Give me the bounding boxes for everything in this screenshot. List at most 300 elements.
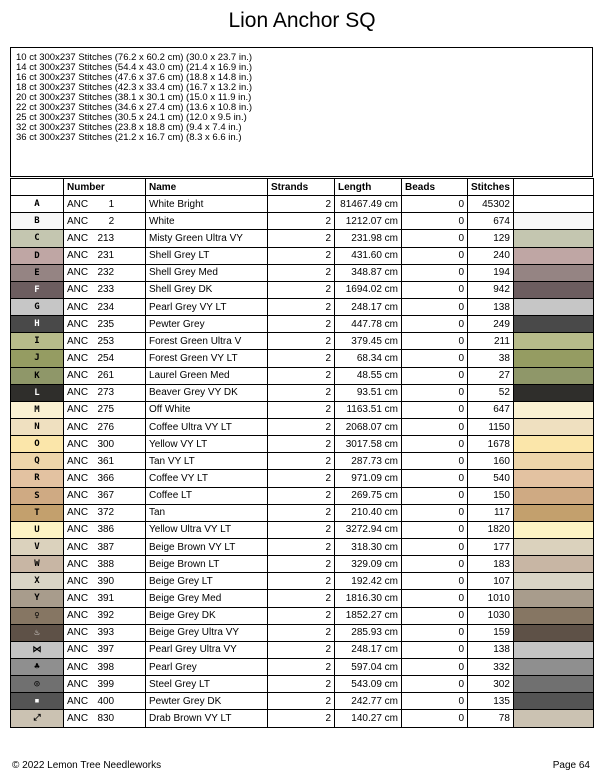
- number-cell: [64, 367, 146, 384]
- color-swatch: [513, 436, 593, 453]
- stitches-cell: 78: [468, 710, 514, 727]
- floss-number: 235: [97, 318, 115, 330]
- strands-cell: 2: [268, 418, 335, 435]
- fabric-size-line: 32 ct 300x237 Stitches (23.8 x 18.8 cm) (9.4 x 7.4 in.): [16, 122, 242, 133]
- name-cell: Tan VY LT: [146, 453, 268, 470]
- number-cell: [64, 504, 146, 521]
- strands-cell: 2: [268, 693, 335, 710]
- number-cell: [64, 453, 146, 470]
- table-row: [11, 641, 594, 658]
- strands-cell: 2: [268, 658, 335, 675]
- beads-cell: 0: [402, 401, 468, 418]
- name-cell: Beaver Grey VY DK: [146, 384, 268, 401]
- table-row: [11, 401, 594, 418]
- brand-label: ANC: [67, 627, 89, 639]
- length-cell: 242.77 cm: [335, 693, 402, 710]
- name-cell: Drab Brown VY LT: [146, 710, 268, 727]
- beads-cell: 0: [402, 196, 468, 213]
- name-cell: Shell Grey DK: [146, 281, 268, 298]
- fabric-size-line: 10 ct 300x237 Stitches (76.2 x 60.2 cm) (30.0 x 23.7 in.): [16, 52, 253, 63]
- stitches-cell: 135: [468, 693, 514, 710]
- table-row: [11, 573, 594, 590]
- fabric-size-line: 18 ct 300x237 Stitches (42.3 x 33.4 cm) (16.7 x 13.2 in.): [16, 82, 253, 93]
- color-swatch: [513, 470, 593, 487]
- color-swatch: [513, 624, 593, 641]
- strands-cell: 2: [268, 710, 335, 727]
- symbol-cell: V: [11, 538, 64, 555]
- length-cell: 329.09 cm: [335, 556, 402, 573]
- brand-label: ANC: [67, 558, 89, 570]
- length-cell: 597.04 cm: [335, 658, 402, 675]
- fabric-size-line: 20 ct 300x237 Stitches (38.1 x 30.1 cm) (15.0 x 11.9 in.): [16, 92, 252, 103]
- name-cell: Tan: [146, 504, 268, 521]
- floss-number: 231: [97, 250, 115, 262]
- symbol-cell: M: [11, 401, 64, 418]
- strands-cell: 2: [268, 470, 335, 487]
- brand-label: ANC: [67, 198, 89, 210]
- number-cell: [64, 658, 146, 675]
- floss-number: 367: [97, 490, 115, 502]
- length-cell: 1212.07 cm: [335, 213, 402, 230]
- symbol-cell: ♨: [11, 624, 64, 641]
- brand-label: ANC: [67, 524, 89, 536]
- strands-cell: 2: [268, 624, 335, 641]
- strands-cell: 2: [268, 641, 335, 658]
- table-row: [11, 676, 594, 693]
- color-swatch: [513, 538, 593, 555]
- table-row: [11, 213, 594, 230]
- color-swatch: [513, 350, 593, 367]
- number-cell: [64, 436, 146, 453]
- length-cell: 210.40 cm: [335, 504, 402, 521]
- length-cell: 447.78 cm: [335, 316, 402, 333]
- stitches-cell: 52: [468, 384, 514, 401]
- beads-cell: 0: [402, 350, 468, 367]
- color-swatch: [513, 230, 593, 247]
- name-cell: Laurel Green Med: [146, 367, 268, 384]
- copyright: © 2022 Lemon Tree Needleworks: [12, 760, 162, 771]
- stitches-cell: 302: [468, 676, 514, 693]
- brand-label: ANC: [67, 695, 89, 707]
- brand-label: ANC: [67, 610, 89, 622]
- strands-cell: 2: [268, 333, 335, 350]
- length-cell: 287.73 cm: [335, 453, 402, 470]
- number-cell: [64, 281, 146, 298]
- beads-cell: 0: [402, 487, 468, 504]
- name-cell: Yellow VY LT: [146, 436, 268, 453]
- stitches-cell: 177: [468, 538, 514, 555]
- name-cell: Beige Grey Ultra VY: [146, 624, 268, 641]
- floss-number: 300: [97, 438, 115, 450]
- floss-number: 232: [97, 267, 115, 279]
- brand-label: ANC: [67, 575, 89, 587]
- number-cell: [64, 247, 146, 264]
- table-row: [11, 470, 594, 487]
- number-cell: [64, 538, 146, 555]
- beads-cell: 0: [402, 641, 468, 658]
- beads-cell: 0: [402, 453, 468, 470]
- symbol-cell: ▪: [11, 693, 64, 710]
- stitches-cell: 38: [468, 350, 514, 367]
- symbol-cell: U: [11, 521, 64, 538]
- brand-label: ANC: [67, 387, 89, 399]
- color-swatch: [513, 281, 593, 298]
- table-row: [11, 298, 594, 315]
- color-swatch: [513, 264, 593, 281]
- floss-number: 361: [97, 455, 115, 467]
- length-cell: 971.09 cm: [335, 470, 402, 487]
- symbol-cell: A: [11, 196, 64, 213]
- table-row: [11, 350, 594, 367]
- name-cell: White Bright: [146, 196, 268, 213]
- length-cell: 2068.07 cm: [335, 418, 402, 435]
- name-cell: Coffee LT: [146, 487, 268, 504]
- length-cell: 140.27 cm: [335, 710, 402, 727]
- name-cell: Beige Brown LT: [146, 556, 268, 573]
- brand-label: ANC: [67, 318, 89, 330]
- strands-cell: 2: [268, 487, 335, 504]
- number-cell: [64, 556, 146, 573]
- color-swatch: [513, 453, 593, 470]
- floss-number: 390: [97, 575, 115, 587]
- stitches-cell: 1030: [468, 607, 514, 624]
- length-cell: 81467.49 cm: [335, 196, 402, 213]
- name-cell: Pearl Grey: [146, 658, 268, 675]
- floss-number: 372: [97, 507, 115, 519]
- stitches-cell: 150: [468, 487, 514, 504]
- floss-number: 830: [97, 712, 115, 724]
- symbol-cell: O: [11, 436, 64, 453]
- header-color: [513, 179, 593, 196]
- stitches-cell: 332: [468, 658, 514, 675]
- symbol-cell: W: [11, 556, 64, 573]
- name-cell: Misty Green Ultra VY: [146, 230, 268, 247]
- table-row: [11, 316, 594, 333]
- strands-cell: 2: [268, 384, 335, 401]
- page-title: Lion Anchor SQ: [228, 9, 376, 32]
- symbol-cell: I: [11, 333, 64, 350]
- number-cell: [64, 264, 146, 281]
- table-row: [11, 418, 594, 435]
- number-cell: [64, 384, 146, 401]
- brand-label: ANC: [67, 232, 89, 244]
- brand-label: ANC: [67, 661, 89, 673]
- stitches-cell: 1820: [468, 521, 514, 538]
- number-cell: [64, 607, 146, 624]
- header-length: Length: [335, 179, 402, 196]
- beads-cell: 0: [402, 538, 468, 555]
- number-cell: [64, 641, 146, 658]
- number-cell: [64, 470, 146, 487]
- number-cell: [64, 487, 146, 504]
- table-row: [11, 504, 594, 521]
- table-row: [11, 487, 594, 504]
- beads-cell: 0: [402, 264, 468, 281]
- strands-cell: 2: [268, 196, 335, 213]
- number-cell: [64, 521, 146, 538]
- color-swatch: [513, 710, 593, 727]
- length-cell: 285.93 cm: [335, 624, 402, 641]
- table-row: [11, 196, 594, 213]
- floss-number: 387: [97, 541, 115, 553]
- beads-cell: 0: [402, 573, 468, 590]
- brand-label: ANC: [67, 335, 89, 347]
- length-cell: 231.98 cm: [335, 230, 402, 247]
- name-cell: Shell Grey LT: [146, 247, 268, 264]
- color-swatch: [513, 247, 593, 264]
- symbol-cell: E: [11, 264, 64, 281]
- symbol-cell: S: [11, 487, 64, 504]
- name-cell: Beige Grey Med: [146, 590, 268, 607]
- symbol-cell: D: [11, 247, 64, 264]
- strands-cell: 2: [268, 298, 335, 315]
- color-swatch: [513, 676, 593, 693]
- brand-label: ANC: [67, 421, 89, 433]
- floss-number: 261: [97, 370, 115, 382]
- name-cell: Shell Grey Med: [146, 264, 268, 281]
- name-cell: Beige Brown VY LT: [146, 538, 268, 555]
- strands-cell: 2: [268, 521, 335, 538]
- number-cell: [64, 710, 146, 727]
- floss-number: 392: [97, 610, 115, 622]
- brand-label: ANC: [67, 712, 89, 724]
- number-cell: [64, 590, 146, 607]
- symbol-cell: ♣: [11, 658, 64, 675]
- strands-cell: 2: [268, 436, 335, 453]
- floss-number: 276: [97, 421, 115, 433]
- color-swatch: [513, 590, 593, 607]
- floss-number: 393: [97, 627, 115, 639]
- beads-cell: 0: [402, 247, 468, 264]
- brand-label: ANC: [67, 455, 89, 467]
- floss-number: 388: [97, 558, 115, 570]
- stitches-cell: 1678: [468, 436, 514, 453]
- stitches-cell: 138: [468, 641, 514, 658]
- symbol-cell: K: [11, 367, 64, 384]
- table-row: [11, 384, 594, 401]
- floss-number: 253: [97, 335, 115, 347]
- strands-cell: 2: [268, 213, 335, 230]
- symbol-cell: X: [11, 573, 64, 590]
- brand-label: ANC: [67, 215, 89, 227]
- color-swatch: [513, 418, 593, 435]
- symbol-cell: G: [11, 298, 64, 315]
- beads-cell: 0: [402, 333, 468, 350]
- symbol-cell: J: [11, 350, 64, 367]
- brand-label: ANC: [67, 678, 89, 690]
- stitches-cell: 183: [468, 556, 514, 573]
- floss-number: 233: [97, 284, 115, 296]
- header-name: Name: [146, 179, 268, 196]
- strands-cell: 2: [268, 556, 335, 573]
- beads-cell: 0: [402, 436, 468, 453]
- stitches-cell: 107: [468, 573, 514, 590]
- length-cell: 269.75 cm: [335, 487, 402, 504]
- length-cell: 1816.30 cm: [335, 590, 402, 607]
- table-row: [11, 264, 594, 281]
- beads-cell: 0: [402, 710, 468, 727]
- fabric-size-line: 16 ct 300x237 Stitches (47.6 x 37.6 cm) (18.8 x 14.8 in.): [16, 72, 253, 83]
- table-row: [11, 281, 594, 298]
- floss-number: 275: [97, 404, 115, 416]
- name-cell: Steel Grey LT: [146, 676, 268, 693]
- symbol-cell: B: [11, 213, 64, 230]
- brand-label: ANC: [67, 438, 89, 450]
- table-row: [11, 710, 594, 727]
- stitches-cell: 1150: [468, 418, 514, 435]
- symbol-cell: ⋈: [11, 641, 64, 658]
- floss-number: 397: [97, 644, 115, 656]
- fabric-size-line: 36 ct 300x237 Stitches (21.2 x 16.7 cm) (8.3 x 6.6 in.): [16, 132, 242, 143]
- number-cell: [64, 298, 146, 315]
- name-cell: Beige Grey LT: [146, 573, 268, 590]
- strands-cell: 2: [268, 367, 335, 384]
- beads-cell: 0: [402, 607, 468, 624]
- number-cell: [64, 196, 146, 213]
- table-header-row: [11, 179, 594, 196]
- strands-cell: 2: [268, 350, 335, 367]
- length-cell: 318.30 cm: [335, 538, 402, 555]
- strands-cell: 2: [268, 573, 335, 590]
- beads-cell: 0: [402, 470, 468, 487]
- color-swatch: [513, 504, 593, 521]
- stitches-cell: 211: [468, 333, 514, 350]
- table-row: [11, 230, 594, 247]
- beads-cell: 0: [402, 676, 468, 693]
- beads-cell: 0: [402, 316, 468, 333]
- strands-cell: 2: [268, 316, 335, 333]
- strands-cell: 2: [268, 401, 335, 418]
- symbol-cell: ♀: [11, 607, 64, 624]
- floss-number: 386: [97, 524, 115, 536]
- stitches-cell: 647: [468, 401, 514, 418]
- color-swatch: [513, 367, 593, 384]
- number-cell: [64, 333, 146, 350]
- strands-cell: 2: [268, 590, 335, 607]
- number-cell: [64, 676, 146, 693]
- length-cell: 3272.94 cm: [335, 521, 402, 538]
- table-row: [11, 333, 594, 350]
- table-row: [11, 247, 594, 264]
- color-swatch: [513, 573, 593, 590]
- length-cell: 3017.58 cm: [335, 436, 402, 453]
- floss-table: [10, 178, 594, 728]
- floss-number: 391: [97, 592, 115, 604]
- name-cell: Yellow Ultra VY LT: [146, 521, 268, 538]
- beads-cell: 0: [402, 367, 468, 384]
- header-symbol: [11, 179, 64, 196]
- symbol-cell: H: [11, 316, 64, 333]
- stitches-cell: 194: [468, 264, 514, 281]
- floss-number: 213: [97, 232, 115, 244]
- symbol-cell: Y: [11, 590, 64, 607]
- strands-cell: 2: [268, 230, 335, 247]
- beads-cell: 0: [402, 693, 468, 710]
- table-row: [11, 453, 594, 470]
- strands-cell: 2: [268, 607, 335, 624]
- length-cell: 192.42 cm: [335, 573, 402, 590]
- name-cell: Beige Grey DK: [146, 607, 268, 624]
- color-swatch: [513, 401, 593, 418]
- stitches-cell: 45302: [468, 196, 514, 213]
- beads-cell: 0: [402, 213, 468, 230]
- floss-number: 400: [97, 695, 115, 707]
- table-row: [11, 538, 594, 555]
- brand-label: ANC: [67, 644, 89, 656]
- brand-label: ANC: [67, 301, 89, 313]
- name-cell: Pewter Grey DK: [146, 693, 268, 710]
- beads-cell: 0: [402, 521, 468, 538]
- color-swatch: [513, 556, 593, 573]
- symbol-cell: N: [11, 418, 64, 435]
- length-cell: 431.60 cm: [335, 247, 402, 264]
- brand-label: ANC: [67, 541, 89, 553]
- brand-label: ANC: [67, 592, 89, 604]
- stitches-cell: 249: [468, 316, 514, 333]
- color-swatch: [513, 384, 593, 401]
- table-row: [11, 658, 594, 675]
- color-swatch: [513, 298, 593, 315]
- color-swatch: [513, 521, 593, 538]
- table-row: [11, 590, 594, 607]
- strands-cell: 2: [268, 504, 335, 521]
- brand-label: ANC: [67, 507, 89, 519]
- header-strands: Strands: [268, 179, 335, 196]
- length-cell: 48.55 cm: [335, 367, 402, 384]
- table-row: [11, 556, 594, 573]
- number-cell: [64, 418, 146, 435]
- brand-label: ANC: [67, 284, 89, 296]
- beads-cell: 0: [402, 658, 468, 675]
- beads-cell: 0: [402, 384, 468, 401]
- name-cell: Pewter Grey: [146, 316, 268, 333]
- brand-label: ANC: [67, 352, 89, 364]
- floss-number: 398: [97, 661, 115, 673]
- stitches-cell: 540: [468, 470, 514, 487]
- strands-cell: 2: [268, 281, 335, 298]
- strands-cell: 2: [268, 676, 335, 693]
- fabric-size-line: 14 ct 300x237 Stitches (54.4 x 43.0 cm) (21.4 x 16.9 in.): [16, 62, 253, 73]
- name-cell: Forest Green Ultra V: [146, 333, 268, 350]
- beads-cell: 0: [402, 298, 468, 315]
- stitches-cell: 159: [468, 624, 514, 641]
- brand-label: ANC: [67, 472, 89, 484]
- floss-number: 254: [97, 352, 115, 364]
- fabric-size-line: 25 ct 300x237 Stitches (30.5 x 24.1 cm) (12.0 x 9.5 in.): [16, 112, 247, 123]
- stitches-cell: 674: [468, 213, 514, 230]
- header-number: Number: [64, 179, 146, 196]
- floss-number: 399: [97, 678, 115, 690]
- symbol-cell: T: [11, 504, 64, 521]
- beads-cell: 0: [402, 590, 468, 607]
- color-swatch: [513, 333, 593, 350]
- beads-cell: 0: [402, 230, 468, 247]
- name-cell: Pearl Grey Ultra VY: [146, 641, 268, 658]
- color-swatch: [513, 641, 593, 658]
- name-cell: Pearl Grey VY LT: [146, 298, 268, 315]
- name-cell: Forest Green VY LT: [146, 350, 268, 367]
- floss-number: 1: [108, 198, 115, 210]
- length-cell: 348.87 cm: [335, 264, 402, 281]
- length-cell: 1694.02 cm: [335, 281, 402, 298]
- number-cell: [64, 401, 146, 418]
- stitches-cell: 942: [468, 281, 514, 298]
- table-row: [11, 607, 594, 624]
- length-cell: 543.09 cm: [335, 676, 402, 693]
- symbol-cell: ◎: [11, 676, 64, 693]
- length-cell: 68.34 cm: [335, 350, 402, 367]
- symbol-cell: C: [11, 230, 64, 247]
